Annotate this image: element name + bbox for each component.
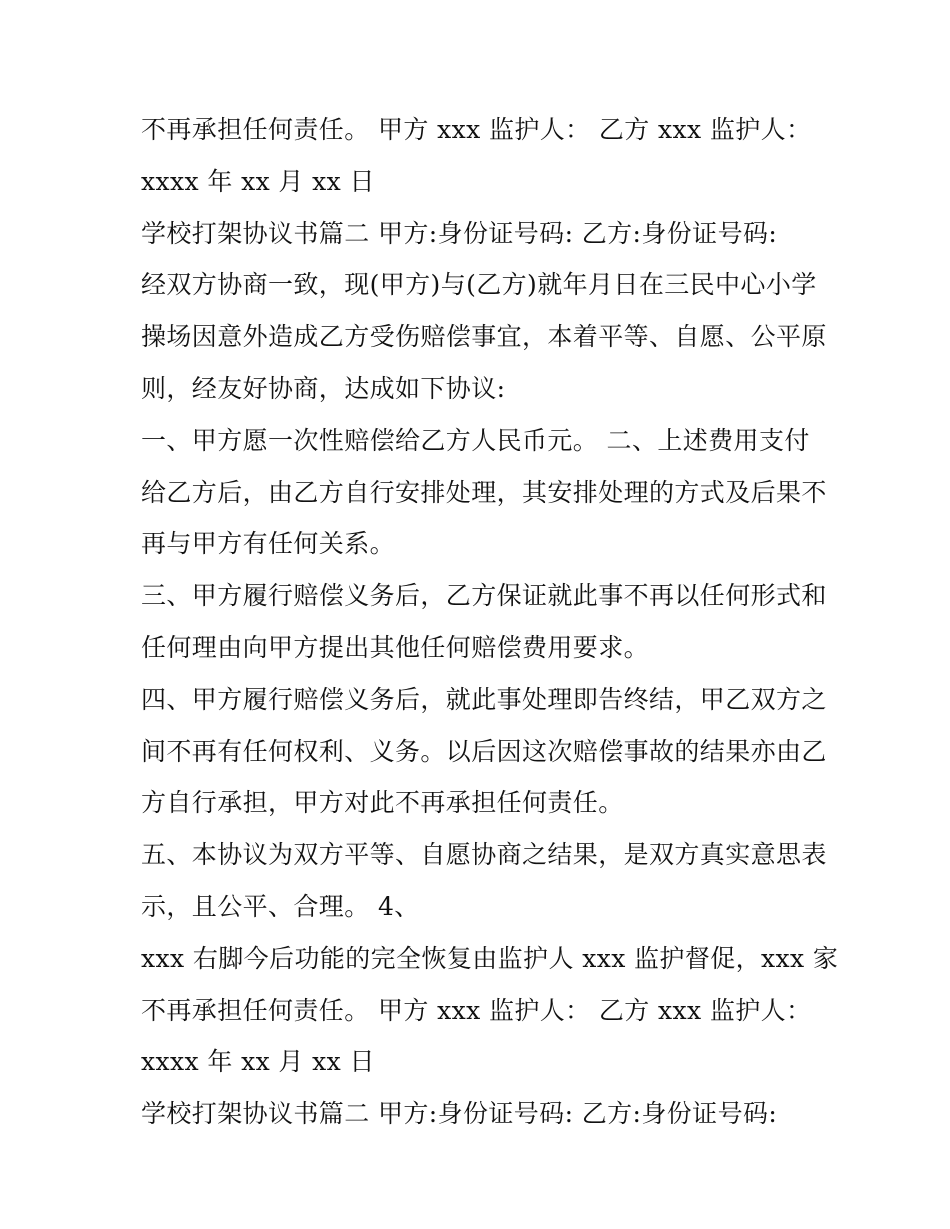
text-line: 不再承担任何责任。 甲方 xxx 监护人： 乙方 xxx 监护人： — [141, 995, 812, 1025]
text-line: xxx 右脚今后功能的完全恢复由监护人 xxx 监护督促，xxx 家 — [141, 943, 839, 973]
text-line: 再与甲方有任何关系。 — [141, 529, 396, 559]
text-line: 四、甲方履行赔偿义务后，就此事处理即告终结，甲乙双方之 — [141, 684, 827, 714]
text-line: 操场因意外造成乙方受伤赔偿事宜，本着平等、自愿、公平原 — [141, 322, 827, 352]
text-line: xxxx 年 xx 月 xx 日 — [141, 1047, 375, 1077]
text-line: 学校打架协议书篇二 甲方:身份证号码: 乙方:身份证号码: — [141, 218, 778, 248]
text-line: 不再承担任何责任。 甲方 xxx 监护人： 乙方 xxx 监护人： — [141, 115, 812, 144]
text-line: 一、甲方愿一次性赔偿给乙方人民币元。 二、上述费用支付 — [141, 425, 810, 455]
text-line: 学校打架协议书篇二 甲方:身份证号码: 乙方:身份证号码: — [141, 1099, 778, 1129]
text-line: 任何理由向甲方提出其他任何赔偿费用要求。 — [141, 632, 650, 662]
text-line: 经双方协商一致，现(甲方)与(乙方)就年月日在三民中心小学 — [141, 270, 817, 300]
text-line: 三、甲方履行赔偿义务后，乙方保证就此事不再以任何形式和 — [141, 581, 827, 611]
text-line: xxxx 年 xx 月 xx 日 — [141, 166, 375, 196]
document-body — [141, 104, 839, 1140]
text-line: 五、本协议为双方平等、自愿协商之结果，是双方真实意思表 — [141, 840, 827, 870]
text-line: 间不再有任何权利、义务。以后因这次赔偿事故的结果亦由乙 — [141, 736, 827, 766]
text-line: 则，经友好协商，达成如下协议: — [141, 373, 506, 403]
text-line: 示，且公平、合理。 4、 — [141, 891, 420, 921]
text-line: 给乙方后，由乙方自行安排处理，其安排处理的方式及后果不 — [141, 477, 827, 507]
text-line: 方自行承担，甲方对此不再承担任何责任。 — [141, 788, 624, 818]
